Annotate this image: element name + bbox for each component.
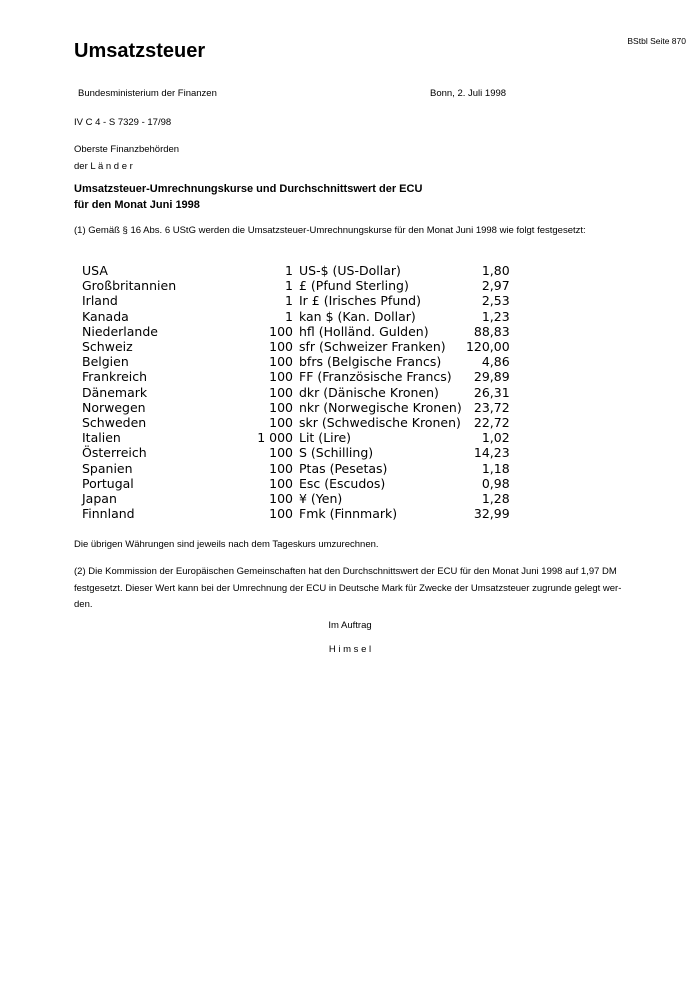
unit-cell: 1 (285, 293, 293, 309)
currency-cell: skr (Schwedische Kronen) (299, 415, 461, 431)
recipients (74, 141, 179, 175)
country-cell: Spanien (82, 460, 133, 476)
country-cell: Schweden (82, 415, 147, 431)
table-row (82, 491, 510, 506)
table-row (82, 385, 510, 400)
currency-cell: FF (Französische Francs) (299, 369, 452, 385)
country-cell: Österreich (82, 445, 147, 461)
table-row (82, 415, 510, 430)
rate-cell: 88,83 (473, 323, 510, 339)
rate-cell: 1,02 (481, 430, 510, 446)
unit-cell: 100 (269, 399, 293, 415)
paragraph-line: festgesetzt. Dieser Wert kann bei der Umrechnung der ECU in Deutsche Mark für Zwecke der Umsatzsteuer zugrunde gelegt wer- (74, 582, 622, 594)
table-row (82, 278, 510, 293)
table-row (82, 369, 510, 384)
unit-cell: 1 000 (257, 430, 293, 446)
signature-by-order: Im Auftrag (328, 620, 372, 631)
unit-cell: 100 (269, 323, 293, 339)
unit-cell: 100 (269, 506, 293, 522)
table-row (82, 263, 510, 278)
unit-cell: 100 (269, 354, 293, 370)
country-cell: Belgien (82, 354, 129, 370)
currency-cell: £ (Pfund Sterling) (299, 278, 409, 294)
table-row (82, 445, 510, 460)
rate-cell: 1,23 (481, 308, 510, 324)
dateline: Bonn, 2. Juli 1998 (430, 88, 507, 99)
country-cell: Kanada (82, 308, 129, 324)
country-cell: Norwegen (82, 399, 146, 415)
table-row (82, 461, 510, 476)
currency-cell: dkr (Dänische Kronen) (299, 384, 439, 400)
table-row (82, 354, 510, 369)
issuing-authority: Bundesministerium der Finanzen (78, 88, 217, 99)
recipient-line: der L ä n d e r (74, 161, 133, 172)
other-currencies-note: Die übrigen Währungen sind jeweils nach dem Tageskurs umzurechnen. (74, 539, 379, 550)
unit-cell: 100 (269, 339, 293, 355)
subject-line: Umsatzsteuer-Umrechnungskurse und Durchschnittswert der ECU (74, 183, 423, 195)
rate-cell: 1,28 (481, 491, 510, 507)
table-row (82, 324, 510, 339)
rate-cell: 120,00 (465, 339, 510, 355)
table-row (82, 430, 510, 445)
table-row (82, 293, 510, 308)
unit-cell: 100 (269, 415, 293, 431)
unit-cell: 1 (285, 263, 293, 278)
country-cell: Finnland (82, 506, 135, 522)
unit-cell: 100 (269, 460, 293, 476)
table-row (82, 339, 510, 354)
intro-paragraph: (1) Gemäß § 16 Abs. 6 UStG werden die Umsatzsteuer-Umrechnungskurse für den Monat Juni 1998 wie folgt festgesetzt: (74, 225, 586, 236)
unit-cell: 100 (269, 369, 293, 385)
table-row (82, 476, 510, 491)
exchange-rate-table-body (82, 263, 510, 521)
country-cell: USA (82, 263, 108, 278)
currency-cell: S (Schilling) (299, 445, 374, 461)
country-cell: Portugal (82, 475, 134, 491)
rate-cell: 32,99 (473, 506, 510, 522)
currency-cell: bfrs (Belgische Francs) (299, 354, 442, 370)
rate-cell: 22,72 (473, 415, 510, 431)
currency-cell: Esc (Escudos) (299, 475, 386, 491)
currency-cell: US-$ (US-Dollar) (299, 263, 401, 278)
country-cell: Schweiz (82, 339, 133, 355)
country-cell: Großbritannien (82, 278, 177, 294)
unit-cell: 100 (269, 445, 293, 461)
currency-cell: Fmk (Finnmark) (299, 506, 398, 522)
currency-cell: sfr (Schweizer Franken) (299, 339, 446, 355)
currency-cell: ¥ (Yen) (299, 491, 343, 507)
currency-cell: kan $ (Kan. Dollar) (299, 308, 416, 324)
subject-heading (74, 181, 422, 213)
country-cell: Italien (82, 430, 121, 446)
rate-cell: 4,86 (481, 354, 510, 370)
rate-cell: 2,53 (481, 293, 510, 309)
rate-cell: 23,72 (473, 399, 510, 415)
currency-cell: hfl (Holländ. Gulden) (299, 323, 429, 339)
paragraph-line: (2) Die Kommission der Europäischen Gemeinschaften hat den Durchschnittswert der ECU für den Monat Juni 1998 auf 1,97 DM (74, 566, 617, 577)
ecu-paragraph (74, 564, 622, 614)
country-cell: Frankreich (82, 369, 148, 385)
unit-cell: 100 (269, 491, 293, 507)
rate-cell: 0,98 (481, 475, 510, 491)
table-row (82, 309, 510, 324)
currency-cell: Ir £ (Irisches Pfund) (299, 293, 421, 309)
subject-line: für den Monat Juni 1998 (74, 199, 200, 211)
unit-cell: 1 (285, 278, 293, 294)
file-reference: IV C 4 - S 7329 - 17/98 (74, 117, 172, 128)
rate-cell: 26,31 (473, 384, 510, 400)
exchange-rate-table (82, 263, 510, 521)
country-cell: Japan (82, 491, 117, 507)
rate-cell: 29,89 (473, 369, 510, 385)
unit-cell: 1 (285, 308, 293, 324)
rate-cell: 2,97 (481, 278, 510, 294)
signature-name: H i m s e l (328, 644, 372, 655)
paragraph-line: den. (74, 599, 93, 610)
table-row (82, 506, 510, 521)
country-cell: Dänemark (82, 384, 148, 400)
currency-cell: Lit (Lire) (299, 430, 352, 446)
country-cell: Niederlande (82, 323, 158, 339)
unit-cell: 100 (269, 475, 293, 491)
unit-cell: 100 (269, 384, 293, 400)
rate-cell: 1,18 (481, 460, 510, 476)
page-reference: BStbl Seite 870 (627, 36, 686, 46)
currency-cell: Ptas (Pesetas) (299, 460, 388, 476)
page-title: Umsatzsteuer (74, 40, 206, 62)
currency-cell: nkr (Norwegische Kronen) (299, 399, 462, 415)
table-row (82, 400, 510, 415)
rate-cell: 14,23 (473, 445, 510, 461)
country-cell: Irland (82, 293, 118, 309)
rate-cell: 1,80 (481, 263, 510, 278)
recipient-line: Oberste Finanzbehörden (74, 144, 180, 155)
